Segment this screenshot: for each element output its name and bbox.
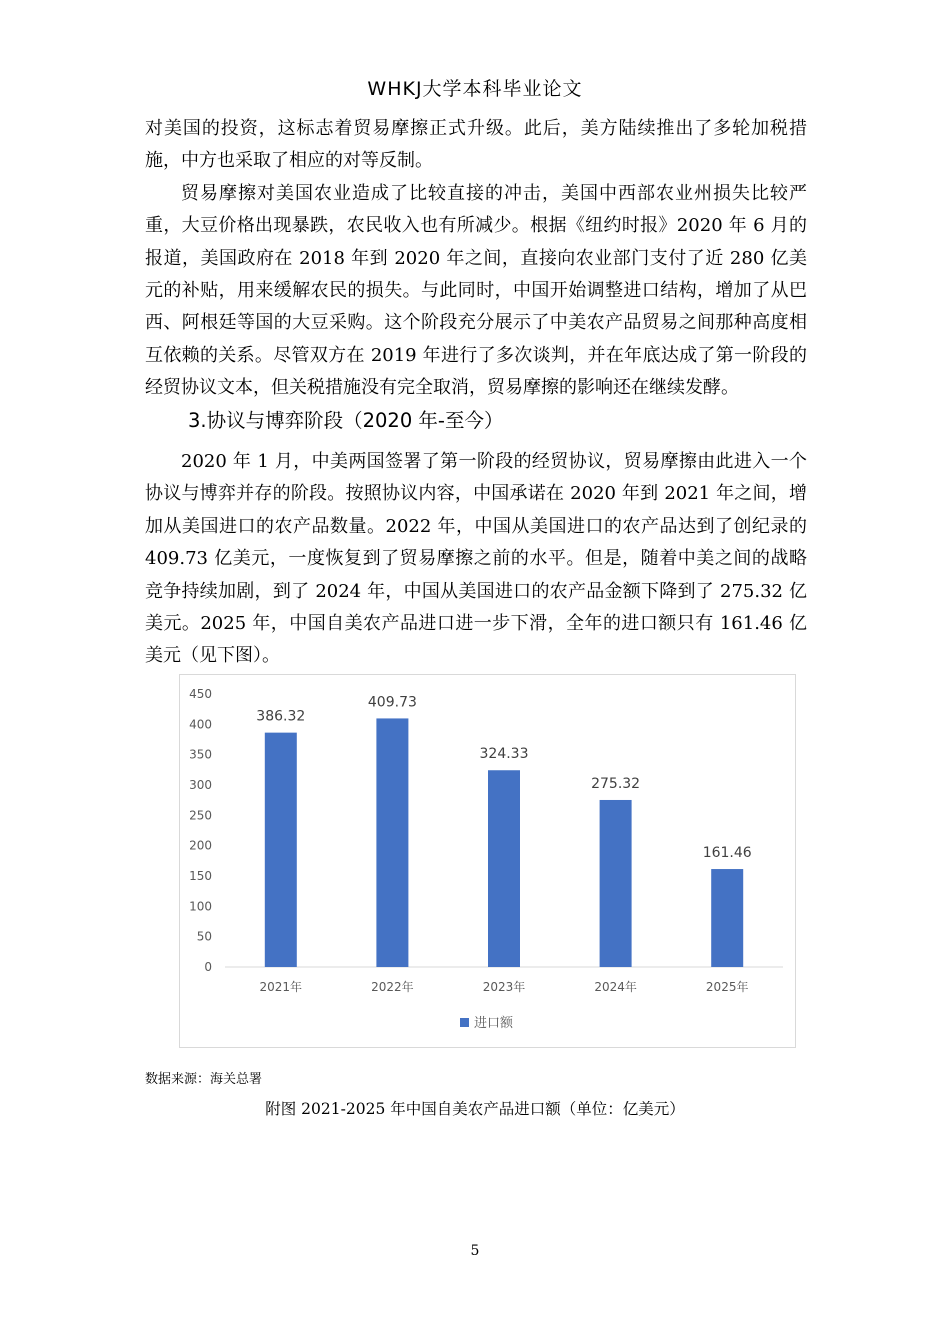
- paragraph: 贸易摩擦对美国农业造成了比较直接的冲击，美国中西部农业州损失比较严重，大豆价格出现暴跌，农民收入也有所减少。根据《纽约时报》2020 年 6 月的报道，美国政府在 2018 年到 2020 年之间，直接向农业部门支付了近 280 亿美元的补贴，用来缓解农民的损失。与此同时，中国开始调整进口结构，增加了从巴西、阿根廷等国的大豆采购。这个阶段充分展示了中美农产品贸易之间那种高度相互依赖的关系。尽管双方在 2019 年进行了多次谈判，并在年底达成了第一阶段的经贸协议文本，但关税措施没有完全取消，贸易摩擦的影响还在继续发酵。: [145, 182, 807, 399]
- bar-chart: [179, 674, 796, 1048]
- data-label: 161.46: [702, 845, 752, 862]
- data-label: 324.33: [479, 746, 529, 763]
- bar: [376, 718, 408, 967]
- data-label: 275.32: [591, 775, 641, 792]
- paragraph: 对美国的投资，这标志着贸易摩擦正式升级。此后，美方陆续推出了多轮加税措施，中方也采取了相应的对等反制。: [145, 118, 807, 172]
- legend-label: 进口额: [474, 1016, 514, 1031]
- page-number: 5: [470, 1243, 480, 1259]
- y-tick-label: 300: [189, 778, 212, 792]
- y-tick-label: 100: [189, 899, 212, 914]
- y-tick-label: 50: [196, 929, 212, 944]
- x-tick-label: 2022年: [371, 980, 414, 994]
- y-tick-label: 350: [189, 747, 212, 762]
- y-tick-label: 400: [189, 717, 212, 732]
- data-label: 409.73: [367, 694, 417, 711]
- y-tick-label: 450: [189, 687, 212, 701]
- x-tick-label: 2021年: [259, 980, 303, 994]
- x-tick-label: 2025年: [705, 980, 749, 994]
- y-tick-label: 150: [189, 869, 212, 883]
- paragraph-block-2: [145, 446, 807, 673]
- bar-chart-svg: [180, 675, 795, 1047]
- section-heading: 3.协议与博弈阶段（2020 年-至今）: [188, 409, 504, 432]
- y-tick-label: 200: [189, 838, 212, 853]
- legend-swatch: [460, 1018, 469, 1027]
- data-label: 386.32: [256, 708, 306, 725]
- data-source-note: 数据来源：海关总署: [145, 1072, 263, 1087]
- figure-caption: 附图 2021-2025 年中国自美农产品进口额（单位：亿美元）: [265, 1100, 685, 1118]
- x-tick-label: 2024年: [594, 980, 637, 994]
- paragraph-block-1: [145, 113, 807, 405]
- bar: [265, 733, 297, 967]
- y-tick-label: 0: [204, 960, 212, 974]
- bar: [488, 770, 520, 967]
- bar: [600, 800, 632, 967]
- bar: [711, 869, 743, 967]
- page-header: WHKJ大学本科毕业论文: [367, 78, 583, 100]
- y-tick-label: 250: [189, 808, 212, 823]
- paragraph: 2020 年 1 月，中美两国签署了第一阶段的经贸协议，贸易摩擦由此进入一个协议与博弈并存的阶段。按照协议内容，中国承诺在 2020 年到 2021 年之间，增加从美国进口的农产品数量。2022 年，中国从美国进口的农产品达到了创纪录的 409.73 亿美元，一度恢复到了贸易摩擦之前的水平。但是，随着中美之间的战略竞争持续加剧，到了 2024 年，中国从美国进口的农产品金额下降到了 275.32 亿美元。2025 年，中国自美农产品进口进一步下滑，全年的进口额只有 161.46 亿美元（见下图）。: [145, 451, 807, 667]
- x-tick-label: 2023年: [482, 980, 526, 994]
